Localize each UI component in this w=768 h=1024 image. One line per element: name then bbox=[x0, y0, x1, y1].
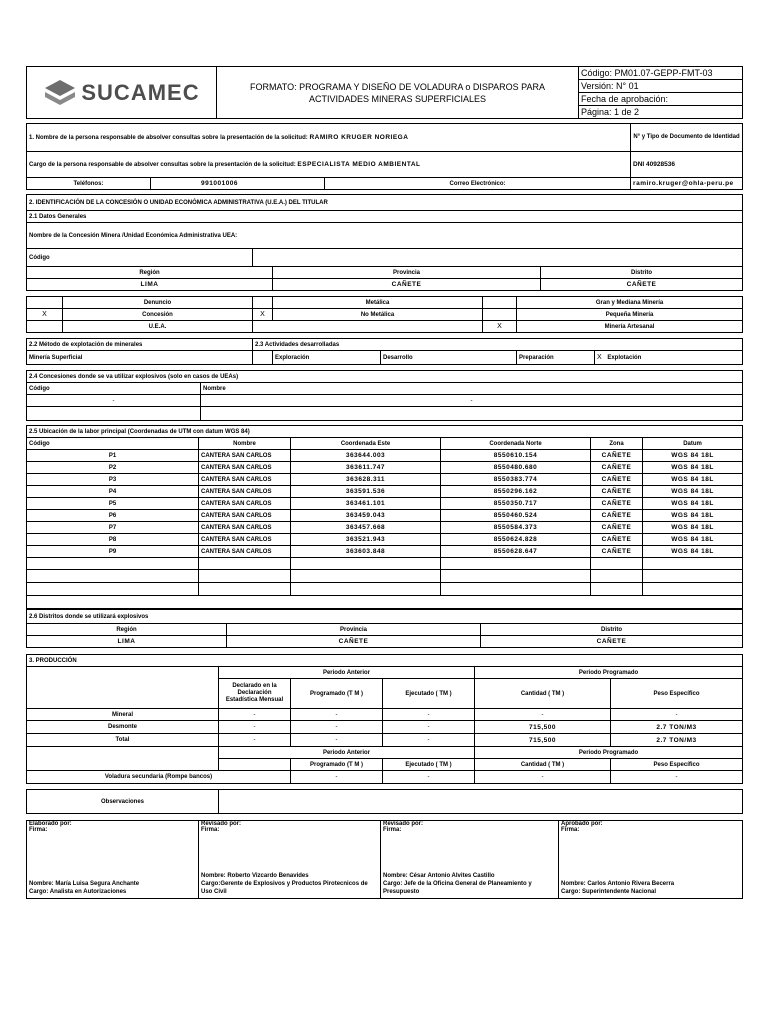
desarrollo-label: Desarrollo bbox=[381, 351, 517, 365]
distritos-region-label: Región bbox=[27, 624, 227, 636]
doc-version: Versión: N° 01 bbox=[579, 80, 743, 93]
section-1-table bbox=[26, 123, 743, 190]
point-zona: CAÑETE bbox=[591, 534, 643, 546]
programado-header: Programado (T M ) bbox=[291, 679, 383, 709]
point-datum: WGS 84 18L bbox=[643, 450, 743, 462]
signature-role: Elaborado por: bbox=[29, 821, 72, 827]
col-norte: Coordenada Norte bbox=[441, 438, 591, 450]
point-zona: CAÑETE bbox=[591, 462, 643, 474]
doc-approval-date: Fecha de aprobación: bbox=[579, 93, 743, 106]
metalica-label: Metálica bbox=[273, 297, 483, 309]
distrito-value: CAÑETE bbox=[541, 279, 743, 291]
brand-name: SUCAMEC bbox=[81, 79, 200, 105]
point-este: 363628.311 bbox=[291, 474, 441, 486]
concesiones-label: 2.4 Concesiones donde se va utilizar explosivos (solo en casos de UEAs) bbox=[27, 371, 743, 383]
logo-cell bbox=[27, 67, 217, 119]
pequena-mineria-label: Pequeña Minería bbox=[517, 309, 743, 321]
signature-cargo: Cargo:Gerente de Explosivos y Productos Pirotecnicos de Uso Civil bbox=[201, 881, 368, 895]
point-code: P5 bbox=[27, 498, 199, 510]
no-metalica-label: No Metálica bbox=[273, 309, 483, 321]
gran-mineria-check[interactable] bbox=[483, 297, 517, 309]
point-este: 363461.101 bbox=[291, 498, 441, 510]
point-datum: WGS 84 18L bbox=[643, 510, 743, 522]
datos-generales: 2.1 Datos Generales bbox=[27, 211, 743, 223]
metodo-value: Minería Superficial bbox=[27, 351, 253, 365]
coordinate-row bbox=[27, 474, 743, 486]
cantidad-header: Cantidad ( TM ) bbox=[475, 679, 611, 709]
provincia-label: Provincia bbox=[273, 267, 541, 279]
point-datum: WGS 84 18L bbox=[643, 546, 743, 558]
signature-cargo: Cargo: Analista en Autorizaciones bbox=[29, 889, 127, 895]
point-name: CANTERA SAN CARLOS bbox=[199, 522, 291, 534]
desmonte-peso: 2.7 TON/M3 bbox=[611, 721, 743, 734]
form-title bbox=[217, 67, 579, 119]
point-norte: 8550460.524 bbox=[441, 510, 591, 522]
concesion-label: Concesión bbox=[63, 309, 253, 321]
point-code: P3 bbox=[27, 474, 199, 486]
point-name: CANTERA SAN CARLOS bbox=[199, 546, 291, 558]
point-datum: WGS 84 18L bbox=[643, 534, 743, 546]
signature-name: Nombre: Carlos Antonio Rivera Becerra bbox=[561, 881, 675, 887]
signature-block bbox=[27, 821, 199, 899]
point-zona: CAÑETE bbox=[591, 474, 643, 486]
responsable-name: RAMIRO KRUGER NORIEGA bbox=[309, 134, 409, 141]
point-zona: CAÑETE bbox=[591, 486, 643, 498]
mineral-label: Mineral bbox=[27, 709, 219, 721]
col-nombre: Nombre bbox=[199, 438, 291, 450]
col-codigo: Código bbox=[27, 438, 199, 450]
point-norte: 8550296.162 bbox=[441, 486, 591, 498]
signature-block bbox=[559, 821, 743, 899]
uea-label: U.E.A. bbox=[63, 321, 253, 333]
point-code: P2 bbox=[27, 462, 199, 474]
distritos-distrito-value: CAÑETE bbox=[481, 636, 743, 648]
peso-header: Peso Específico bbox=[611, 679, 743, 709]
periodo-anterior-header: Periodo Anterior bbox=[219, 667, 475, 679]
point-datum: WGS 84 18L bbox=[643, 498, 743, 510]
point-name: CANTERA SAN CARLOS bbox=[199, 534, 291, 546]
point-code: P8 bbox=[27, 534, 199, 546]
point-code: P4 bbox=[27, 486, 199, 498]
telefonos-label: Teléfonos: bbox=[27, 178, 151, 190]
cargo-row: Cargo de la persona responsable de absolver consultas sobre la presentación de la solicitud: ESPECIALISTA MEDIO AMBIENTAL bbox=[27, 152, 631, 178]
declarado-header: Declarado en la Declaración Estadística Mensual bbox=[219, 679, 291, 709]
point-name: CANTERA SAN CARLOS bbox=[199, 462, 291, 474]
cargo-value: ESPECIALISTA MEDIO AMBIENTAL bbox=[297, 161, 421, 168]
total-peso: 2.7 TON/M3 bbox=[611, 734, 743, 747]
doc-code: Código: PM01.07-GEPP-FMT-03 bbox=[579, 67, 743, 80]
no-metalica-check[interactable]: X bbox=[253, 309, 273, 321]
col-datum: Datum bbox=[643, 438, 743, 450]
signature-name: Nombre: María Luisa Segura Anchante bbox=[29, 881, 140, 887]
point-name: CANTERA SAN CARLOS bbox=[199, 450, 291, 462]
concesiones-codigo-header: Código bbox=[27, 383, 201, 395]
responsable-row: 1. Nombre de la persona responsable de absolver consultas sobre la presentación de la solicitud: RAMIRO KRUGER NORIEGA bbox=[27, 124, 631, 152]
desmonte-label: Desmonte bbox=[27, 721, 219, 734]
exploracion-check[interactable] bbox=[253, 351, 273, 365]
point-zona: CAÑETE bbox=[591, 522, 643, 534]
point-este: 363644.003 bbox=[291, 450, 441, 462]
signature-block bbox=[199, 821, 381, 899]
total-cantidad: 715,500 bbox=[475, 734, 611, 747]
coordinate-row bbox=[27, 498, 743, 510]
ubicacion-label: 2.5 Ubicación de la labor principal (Coordenadas de UTM con datum WGS 84) bbox=[27, 426, 743, 438]
coordinate-row bbox=[27, 522, 743, 534]
signature-firma: Firma: bbox=[201, 827, 220, 833]
signature-role: Revisado por: bbox=[383, 821, 424, 827]
codigo-value bbox=[253, 249, 743, 267]
point-datum: WGS 84 18L bbox=[643, 474, 743, 486]
region-value: LIMA bbox=[27, 279, 273, 291]
correo-label: Correo Electrónico: bbox=[325, 178, 631, 190]
point-norte: 8550383.774 bbox=[441, 474, 591, 486]
point-name: CANTERA SAN CARLOS bbox=[199, 474, 291, 486]
voladura-label: Voladura secundaria (Rompe bancos) bbox=[27, 771, 291, 784]
signature-cargo: Cargo: Superintendente Nacional bbox=[561, 889, 657, 895]
col-zona: Zona bbox=[591, 438, 643, 450]
periodo-anterior-header-2: Periodo Anterior bbox=[219, 747, 475, 759]
codigo-label: Código bbox=[27, 249, 253, 267]
signature-name: Nombre: Roberto Vizcardo Benavides bbox=[201, 873, 309, 879]
denuncio-check[interactable] bbox=[27, 297, 63, 309]
ejecutado-header: Ejecutado ( TM ) bbox=[383, 679, 475, 709]
telefonos-value: 991001006 bbox=[151, 178, 325, 190]
point-este: 363521.943 bbox=[291, 534, 441, 546]
produccion-title: 3. PRODUCCIÓN bbox=[27, 655, 743, 667]
signature-role: Aprobado por: bbox=[561, 821, 603, 827]
total-label: Total bbox=[27, 734, 219, 747]
concesiones-nombre-header: Nombre bbox=[201, 383, 743, 395]
point-code: P6 bbox=[27, 510, 199, 522]
point-code: P7 bbox=[27, 522, 199, 534]
concesiones-codigo-value: - bbox=[27, 395, 201, 407]
title-line-2: ACTIVIDADES MINERAS SUPERFICIALES bbox=[308, 93, 487, 104]
explotacion-check[interactable]: X bbox=[597, 354, 602, 361]
distritos-provincia-label: Provincia bbox=[227, 624, 481, 636]
signature-role: Revisado por: bbox=[201, 821, 242, 827]
point-norte: 8550624.828 bbox=[441, 534, 591, 546]
distritos-table bbox=[26, 609, 743, 648]
point-norte: 8550584.373 bbox=[441, 522, 591, 534]
nombre-concesion-label: Nombre de la Concesión Minera /Unidad Económica Administrativa UEA: bbox=[27, 223, 743, 249]
sucamec-logo-icon bbox=[43, 78, 77, 108]
distritos-distrito-label: Distrito bbox=[481, 624, 743, 636]
signature-block bbox=[381, 821, 559, 899]
point-zona: CAÑETE bbox=[591, 450, 643, 462]
point-code: P9 bbox=[27, 546, 199, 558]
exploracion-label: Exploración bbox=[273, 351, 381, 365]
dni-value: DNI 40928536 bbox=[631, 152, 743, 178]
point-datum: WGS 84 18L bbox=[643, 522, 743, 534]
explotacion-cell bbox=[595, 351, 743, 365]
artesanal-check[interactable]: X bbox=[483, 321, 517, 333]
denuncio-label: Denuncio bbox=[63, 297, 253, 309]
distritos-region-value: LIMA bbox=[27, 636, 227, 648]
signatures-table bbox=[26, 820, 743, 899]
ubicacion-table bbox=[26, 425, 743, 609]
concesiones-nombre-value: - bbox=[201, 395, 743, 407]
point-name: CANTERA SAN CARLOS bbox=[199, 486, 291, 498]
point-datum: WGS 84 18L bbox=[643, 462, 743, 474]
periodo-programado-header: Periodo Programado bbox=[475, 667, 743, 679]
point-zona: CAÑETE bbox=[591, 498, 643, 510]
point-norte: 8550610.154 bbox=[441, 450, 591, 462]
periodo-programado-header-2: Periodo Programado bbox=[475, 747, 743, 759]
region-label: Región bbox=[27, 267, 273, 279]
point-este: 363591.536 bbox=[291, 486, 441, 498]
point-norte: 8550350.717 bbox=[441, 498, 591, 510]
actividades-label: 2.3 Actividades desarrolladas bbox=[253, 339, 743, 351]
distrito-label: Distrito bbox=[541, 267, 743, 279]
section-2-table bbox=[26, 194, 743, 421]
signature-cargo: Cargo: Jefe de la Oficina General de Planeamiento y Presupuesto bbox=[383, 881, 532, 895]
coordinate-row bbox=[27, 450, 743, 462]
artesanal-label: Minería Artesanal bbox=[517, 321, 743, 333]
point-este: 363457.668 bbox=[291, 522, 441, 534]
coordinate-row bbox=[27, 534, 743, 546]
distritos-label: 2.6 Distritos donde se utilizará explosivos bbox=[27, 610, 743, 624]
point-zona: CAÑETE bbox=[591, 510, 643, 522]
signature-firma: Firma: bbox=[561, 827, 580, 833]
point-este: 363603.848 bbox=[291, 546, 441, 558]
point-code: P1 bbox=[27, 450, 199, 462]
signature-firma: Firma: bbox=[383, 827, 402, 833]
correo-value: ramiro.kruger@ohla-peru.pe bbox=[631, 178, 743, 190]
point-zona: CAÑETE bbox=[591, 546, 643, 558]
points-body bbox=[27, 450, 743, 558]
point-name: CANTERA SAN CARLOS bbox=[199, 498, 291, 510]
coordinate-row bbox=[27, 510, 743, 522]
sec2-title: 2. IDENTIFICACIÓN DE LA CONCESIÓN O UNIDAD ECONÓMICA ADMINISTRATIVA (U.E.A.) DEL TITULAR bbox=[27, 195, 743, 211]
doc-page: Página: 1 de 2 bbox=[579, 106, 743, 119]
preparacion-label: Preparación bbox=[517, 351, 595, 365]
desmonte-cantidad: 715,500 bbox=[475, 721, 611, 734]
metalica-check[interactable] bbox=[253, 297, 273, 309]
point-este: 363459.043 bbox=[291, 510, 441, 522]
signature-name: Nombre: César Antonio Alvites Castillo bbox=[383, 873, 495, 879]
coordinate-row bbox=[27, 486, 743, 498]
doc-id-label: N° y Tipo de Documento de Identidad bbox=[631, 124, 743, 152]
metodo-label: 2.2 Método de explotación de minerales bbox=[27, 339, 253, 351]
distritos-provincia-value: CAÑETE bbox=[227, 636, 481, 648]
coordinate-row bbox=[27, 546, 743, 558]
header-table bbox=[26, 66, 743, 119]
point-este: 363611.747 bbox=[291, 462, 441, 474]
coordinate-row bbox=[27, 462, 743, 474]
pequena-mineria-check[interactable] bbox=[483, 309, 517, 321]
concesion-check[interactable]: X bbox=[27, 309, 63, 321]
title-line-1: FORMATO: PROGRAMA Y DISEÑO DE VOLADURA o DISPAROS PARA bbox=[249, 81, 546, 92]
observaciones-field[interactable] bbox=[219, 790, 743, 814]
explotacion-label: Explotación bbox=[607, 355, 642, 361]
point-norte: 8550628.647 bbox=[441, 546, 591, 558]
col-este: Coordenada Este bbox=[291, 438, 441, 450]
provincia-value: CAÑETE bbox=[273, 279, 541, 291]
point-norte: 8550480.680 bbox=[441, 462, 591, 474]
signature-firma: Firma: bbox=[29, 827, 48, 833]
observaciones-label: Observaciones bbox=[27, 790, 219, 814]
uea-check[interactable] bbox=[27, 321, 63, 333]
gran-mineria-label: Gran y Mediana Minería bbox=[517, 297, 743, 309]
produccion-table: 3. PRODUCCIÓN Periodo Anterior Periodo Programado Declarado en la Declaración Estadística Mensual Programado (T M ) Ejecutado ( TM ) Cantidad ( TM ) Peso Específico Mineral - - - - - Desmonte - - - 715,500 2.7 TON/M3 Total - - - 715,500 2.7 TON/M3 Periodo Anterior Periodo Programado Programado (T M ) Ejecutado ( TM ) Cantidad ( TM ) Peso Específico Voladura secundaria (Rompe bancos) - - - - Observaciones bbox=[26, 654, 743, 814]
form-page bbox=[26, 66, 742, 899]
point-name: CANTERA SAN CARLOS bbox=[199, 510, 291, 522]
point-datum: WGS 84 18L bbox=[643, 486, 743, 498]
